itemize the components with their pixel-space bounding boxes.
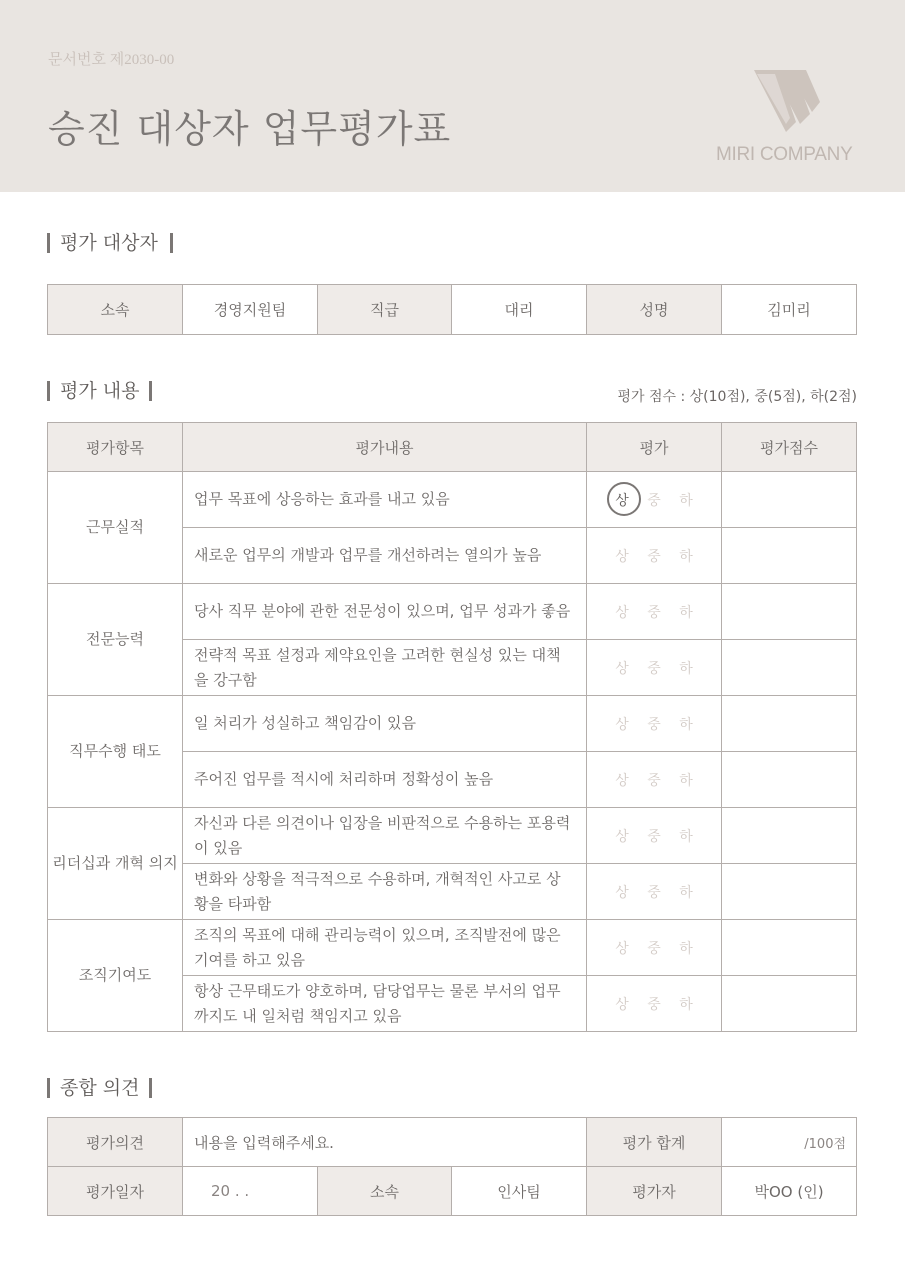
category-label: 전문능력 [48,584,183,696]
score-field[interactable] [722,528,857,584]
rating-selector [587,528,722,584]
rating-option[interactable]: 상 [615,996,629,1013]
document-number: 문서번호 제2030-00 [48,52,175,68]
rating-option[interactable]: 상 [615,940,629,957]
page-title: 승진 대상자 업무평가표 [48,107,452,151]
evaluation-item-content: 자신과 다른 의견이나 입장을 비판적으로 수용하는 포용력이 있음 [183,808,587,864]
rating-selector [587,752,722,808]
evaluation-item-content: 일 처리가 성실하고 책임감이 있음 [183,696,587,752]
rating-option[interactable]: 중 [647,940,661,957]
rating-option[interactable]: 상 [615,772,629,789]
score-field[interactable] [722,584,857,640]
evaluation-item-content: 전략적 목표 설정과 제약요인을 고려한 현실성 있는 대책을 강구함 [183,640,587,696]
subject-table [47,284,857,335]
evaluation-item-content: 당사 직무 분야에 관한 전문성이 있으며, 업무 성과가 좋음 [183,584,587,640]
rating-option[interactable]: 하 [679,548,693,565]
company-logo-icon [748,62,828,142]
rating-option[interactable]: 상 [615,660,629,677]
rating-option[interactable]: 중 [647,492,661,509]
rating-option[interactable]: 상 [615,716,629,733]
dept-field[interactable]: 인사팀 [452,1167,587,1216]
table-row [48,808,857,864]
score-field[interactable] [722,752,857,808]
table-row [48,696,857,752]
section-title-summary: 종합 의견 [47,1077,152,1100]
table-row [48,1167,857,1216]
evaluation-body [48,472,857,1032]
rating-option[interactable]: 하 [679,940,693,957]
score-field[interactable] [722,864,857,920]
table-row [48,1118,857,1167]
rating-selector [587,976,722,1032]
score-field[interactable] [722,696,857,752]
name-label: 성명 [587,285,722,335]
evaluation-item-content: 변화와 상황을 적극적으로 수용하며, 개혁적인 사고로 상황을 타파함 [183,864,587,920]
opinion-label: 평가의견 [48,1118,183,1167]
date-label: 평가일자 [48,1167,183,1216]
evaluator-label: 평가자 [587,1167,722,1216]
section-bar-right [170,233,173,253]
table-row [48,472,857,528]
rating-option[interactable]: 하 [679,660,693,677]
rating-option[interactable]: 중 [647,996,661,1013]
category-label: 직무수행 태도 [48,696,183,808]
rating-selector [587,584,722,640]
evaluation-item-content: 조직의 목표에 대해 관리능력이 있으며, 조직발전에 많은 기여를 하고 있음 [183,920,587,976]
rating-option[interactable]: 상 [615,884,629,901]
score-field[interactable] [722,808,857,864]
evaluation-item-content: 새로운 업무의 개발과 업무를 개선하려는 열의가 높음 [183,528,587,584]
rating-option[interactable]: 상 [615,548,629,565]
position-value[interactable]: 대리 [452,285,587,335]
evaluator-field[interactable]: 박OO (인) [722,1167,857,1216]
date-field[interactable]: 20 . . [183,1167,318,1216]
rating-option[interactable]: 상 [615,828,629,845]
evaluation-table [47,422,857,1032]
rating-selector [587,864,722,920]
department-value[interactable]: 경영지원팀 [183,285,318,335]
position-label: 직급 [318,285,452,335]
rating-option[interactable]: 중 [647,548,661,565]
rating-option[interactable]: 하 [679,492,693,509]
opinion-field[interactable]: 내용을 입력해주세요. [183,1118,587,1167]
score-field[interactable] [722,640,857,696]
table-row [48,920,857,976]
evaluation-item-content: 업무 목표에 상응하는 효과를 내고 있음 [183,472,587,528]
rating-option[interactable]: 상 [615,604,629,621]
rating-option[interactable]: 하 [679,772,693,789]
evaluation-item-content: 항상 근무태도가 양호하며, 담당업무는 물론 부서의 업무까지도 내 일처럼 책임지고 있음 [183,976,587,1032]
header-category: 평가항목 [48,423,183,472]
rating-selector [587,472,722,528]
company-name: MIRI COMPANY [716,144,853,165]
rating-option[interactable]: 상 [606,490,638,510]
rating-option[interactable]: 중 [647,716,661,733]
section-title-evaluation: 평가 내용 [47,380,152,403]
category-label: 조직기여도 [48,920,183,1032]
department-label: 소속 [48,285,183,335]
rating-option[interactable]: 중 [647,828,661,845]
rating-option[interactable]: 하 [679,996,693,1013]
total-field[interactable]: /100점 [722,1118,857,1167]
rating-selector [587,696,722,752]
rating-option[interactable]: 중 [647,660,661,677]
rating-selector [587,808,722,864]
header-rating: 평가 [587,423,722,472]
section-bar-right [149,1078,152,1098]
table-row [48,285,857,335]
rating-selector [587,920,722,976]
section-title-subject: 평가 대상자 [47,232,173,255]
header-score: 평가점수 [722,423,857,472]
category-label: 근무실적 [48,472,183,584]
score-field[interactable] [722,976,857,1032]
rating-option[interactable]: 중 [647,772,661,789]
rating-option[interactable]: 하 [679,604,693,621]
summary-table [47,1117,857,1216]
score-legend: 평가 점수 : 상(10점), 중(5점), 하(2점) [617,389,857,405]
rating-option[interactable]: 중 [647,604,661,621]
rating-option[interactable]: 하 [679,716,693,733]
rating-option[interactable]: 하 [679,828,693,845]
total-label: 평가 합계 [587,1118,722,1167]
rating-option[interactable]: 중 [647,884,661,901]
score-field[interactable] [722,920,857,976]
rating-option[interactable]: 하 [679,884,693,901]
name-value[interactable]: 김미리 [722,285,857,335]
rating-selector [587,640,722,696]
dept-label: 소속 [318,1167,452,1216]
section-bar-right [149,381,152,401]
table-header-row [48,423,857,472]
score-field[interactable] [722,472,857,528]
evaluation-item-content: 주어진 업무를 적시에 처리하며 정확성이 높음 [183,752,587,808]
document-header [0,0,905,192]
table-row [48,584,857,640]
category-label: 리더십과 개혁 의지 [48,808,183,920]
header-content: 평가내용 [183,423,587,472]
